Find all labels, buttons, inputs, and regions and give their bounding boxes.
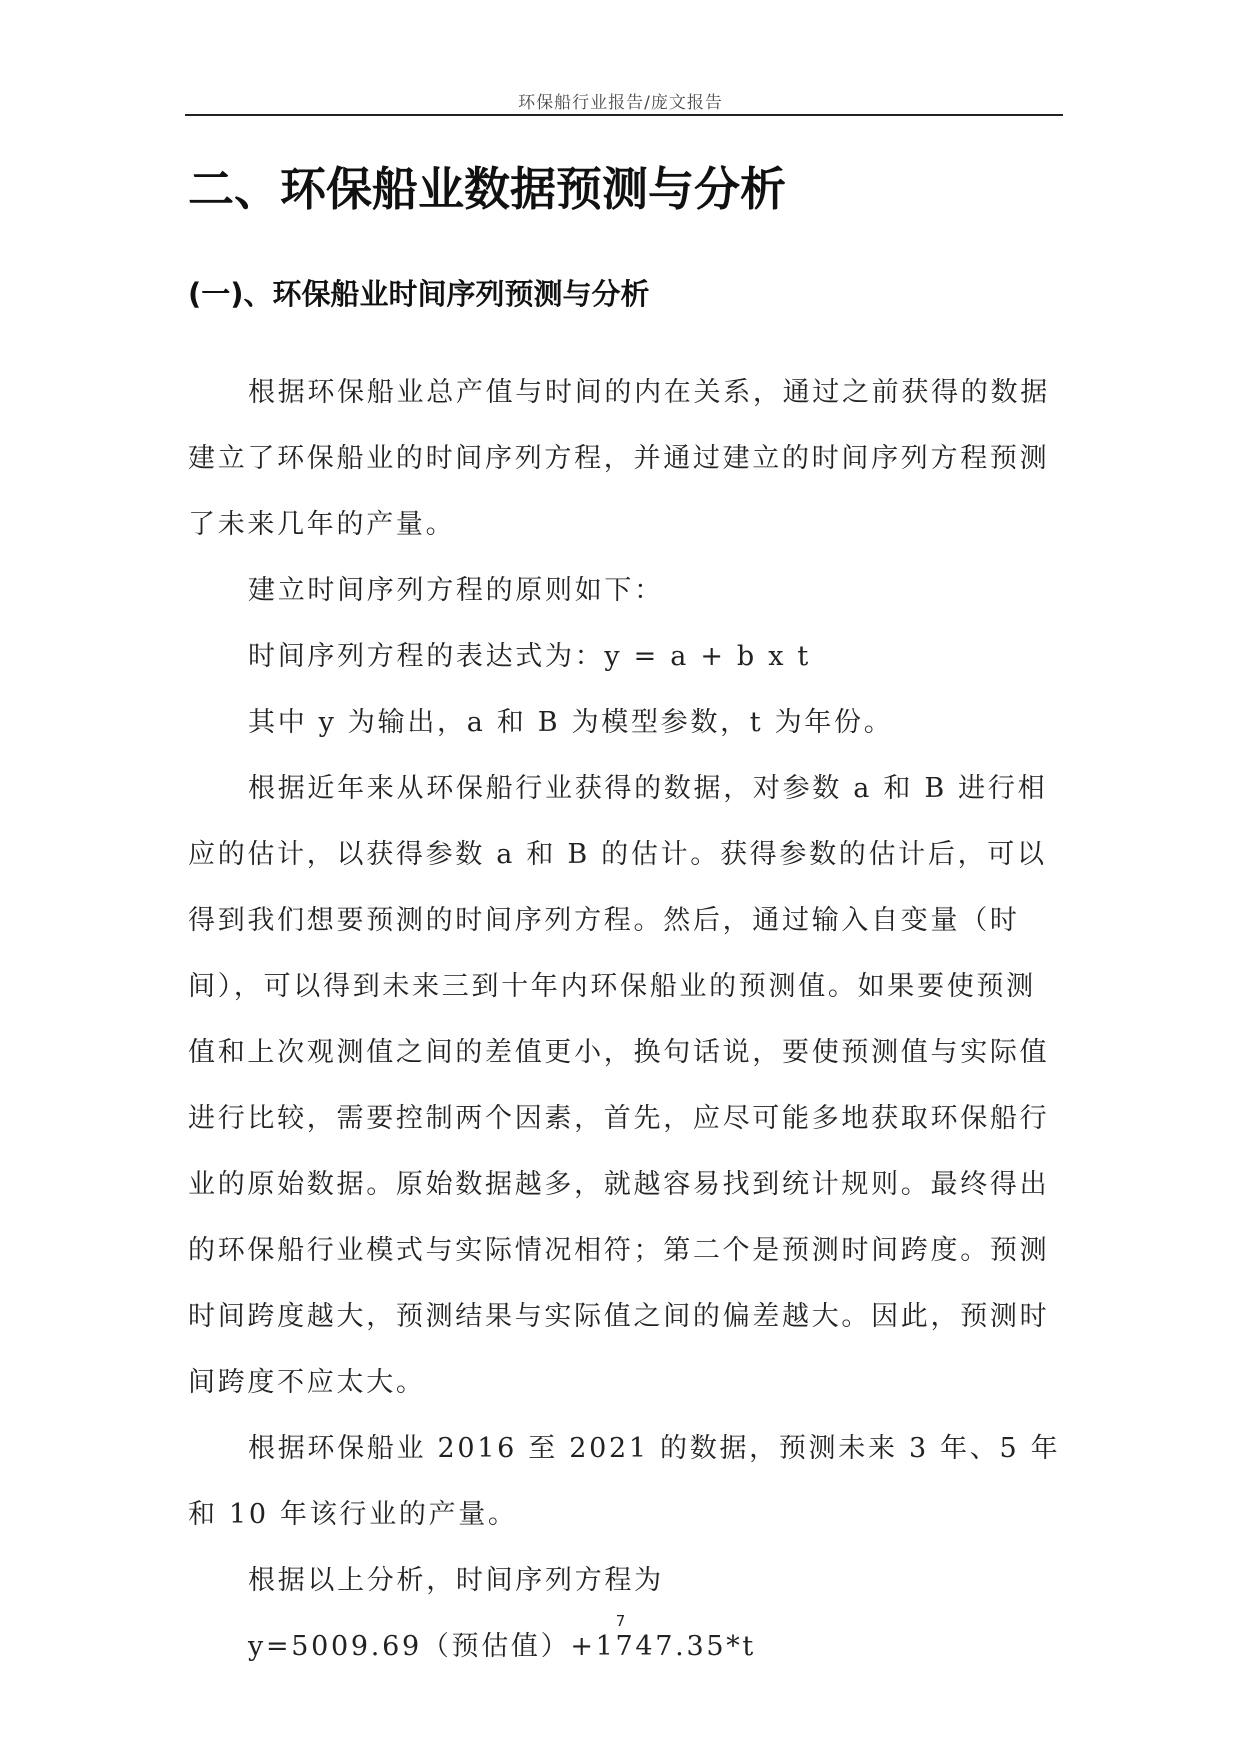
paragraph-data-range: 根据环保船业 2016 至 2021 的数据，预测未来 3 年、5 年和 10 年该行业的产量。 bbox=[188, 1433, 1061, 1530]
paragraph-variables: 其中 y 为输出，a 和 B 为模型参数，t 为年份。 bbox=[248, 707, 894, 738]
paragraph-equation: y=5009.69（预估值）+1747.35*t bbox=[248, 1631, 756, 1662]
paragraph-conclusion: 根据以上分析，时间序列方程为 bbox=[248, 1565, 664, 1596]
body-text bbox=[188, 360, 1061, 1680]
paragraph-expression: 时间序列方程的表达式为：y = a + b x t bbox=[248, 641, 811, 672]
running-header: 环保船行业报告/庞文报告 bbox=[518, 93, 723, 113]
page-number: 7 bbox=[615, 1612, 626, 1630]
paragraph-estimation: 根据近年来从环保船行业获得的数据，对参数 a 和 B 进行相应的估计，以获得参数 a 和 B 的估计。获得参数的估计后，可以得到我们想要预测的时间序列方程。然后，通过输入自变量（时间），可以得到未来三到十年内环保船业的预测值。如果要使预测值和上次观测值之间的差值更小，换句话说，要使预测值与实际值进行比较，需要控制两个因素，首先，应尽可能多地获取环保船行业的原始数据。原始数据越多，就越容易找到统计规则。最终得出的环保船行业模式与实际情况相符；第二个是预测时间跨度。预测时间跨度越大，预测结果与实际值之间的偏差越大。因此，预测时间跨度不应太大。 bbox=[188, 773, 1050, 1398]
section-title: 二、环保船业数据预测与分析 bbox=[188, 162, 786, 216]
paragraph-intro: 根据环保船业总产值与时间的内在关系，通过之前获得的数据建立了环保船业的时间序列方程，并通过建立的时间序列方程预测了未来几年的产量。 bbox=[188, 377, 1050, 540]
subsection-title: (一)、环保船业时间序列预测与分析 bbox=[188, 277, 650, 311]
header-divider bbox=[185, 114, 1063, 116]
paragraph-principle: 建立时间序列方程的原则如下： bbox=[248, 575, 664, 606]
